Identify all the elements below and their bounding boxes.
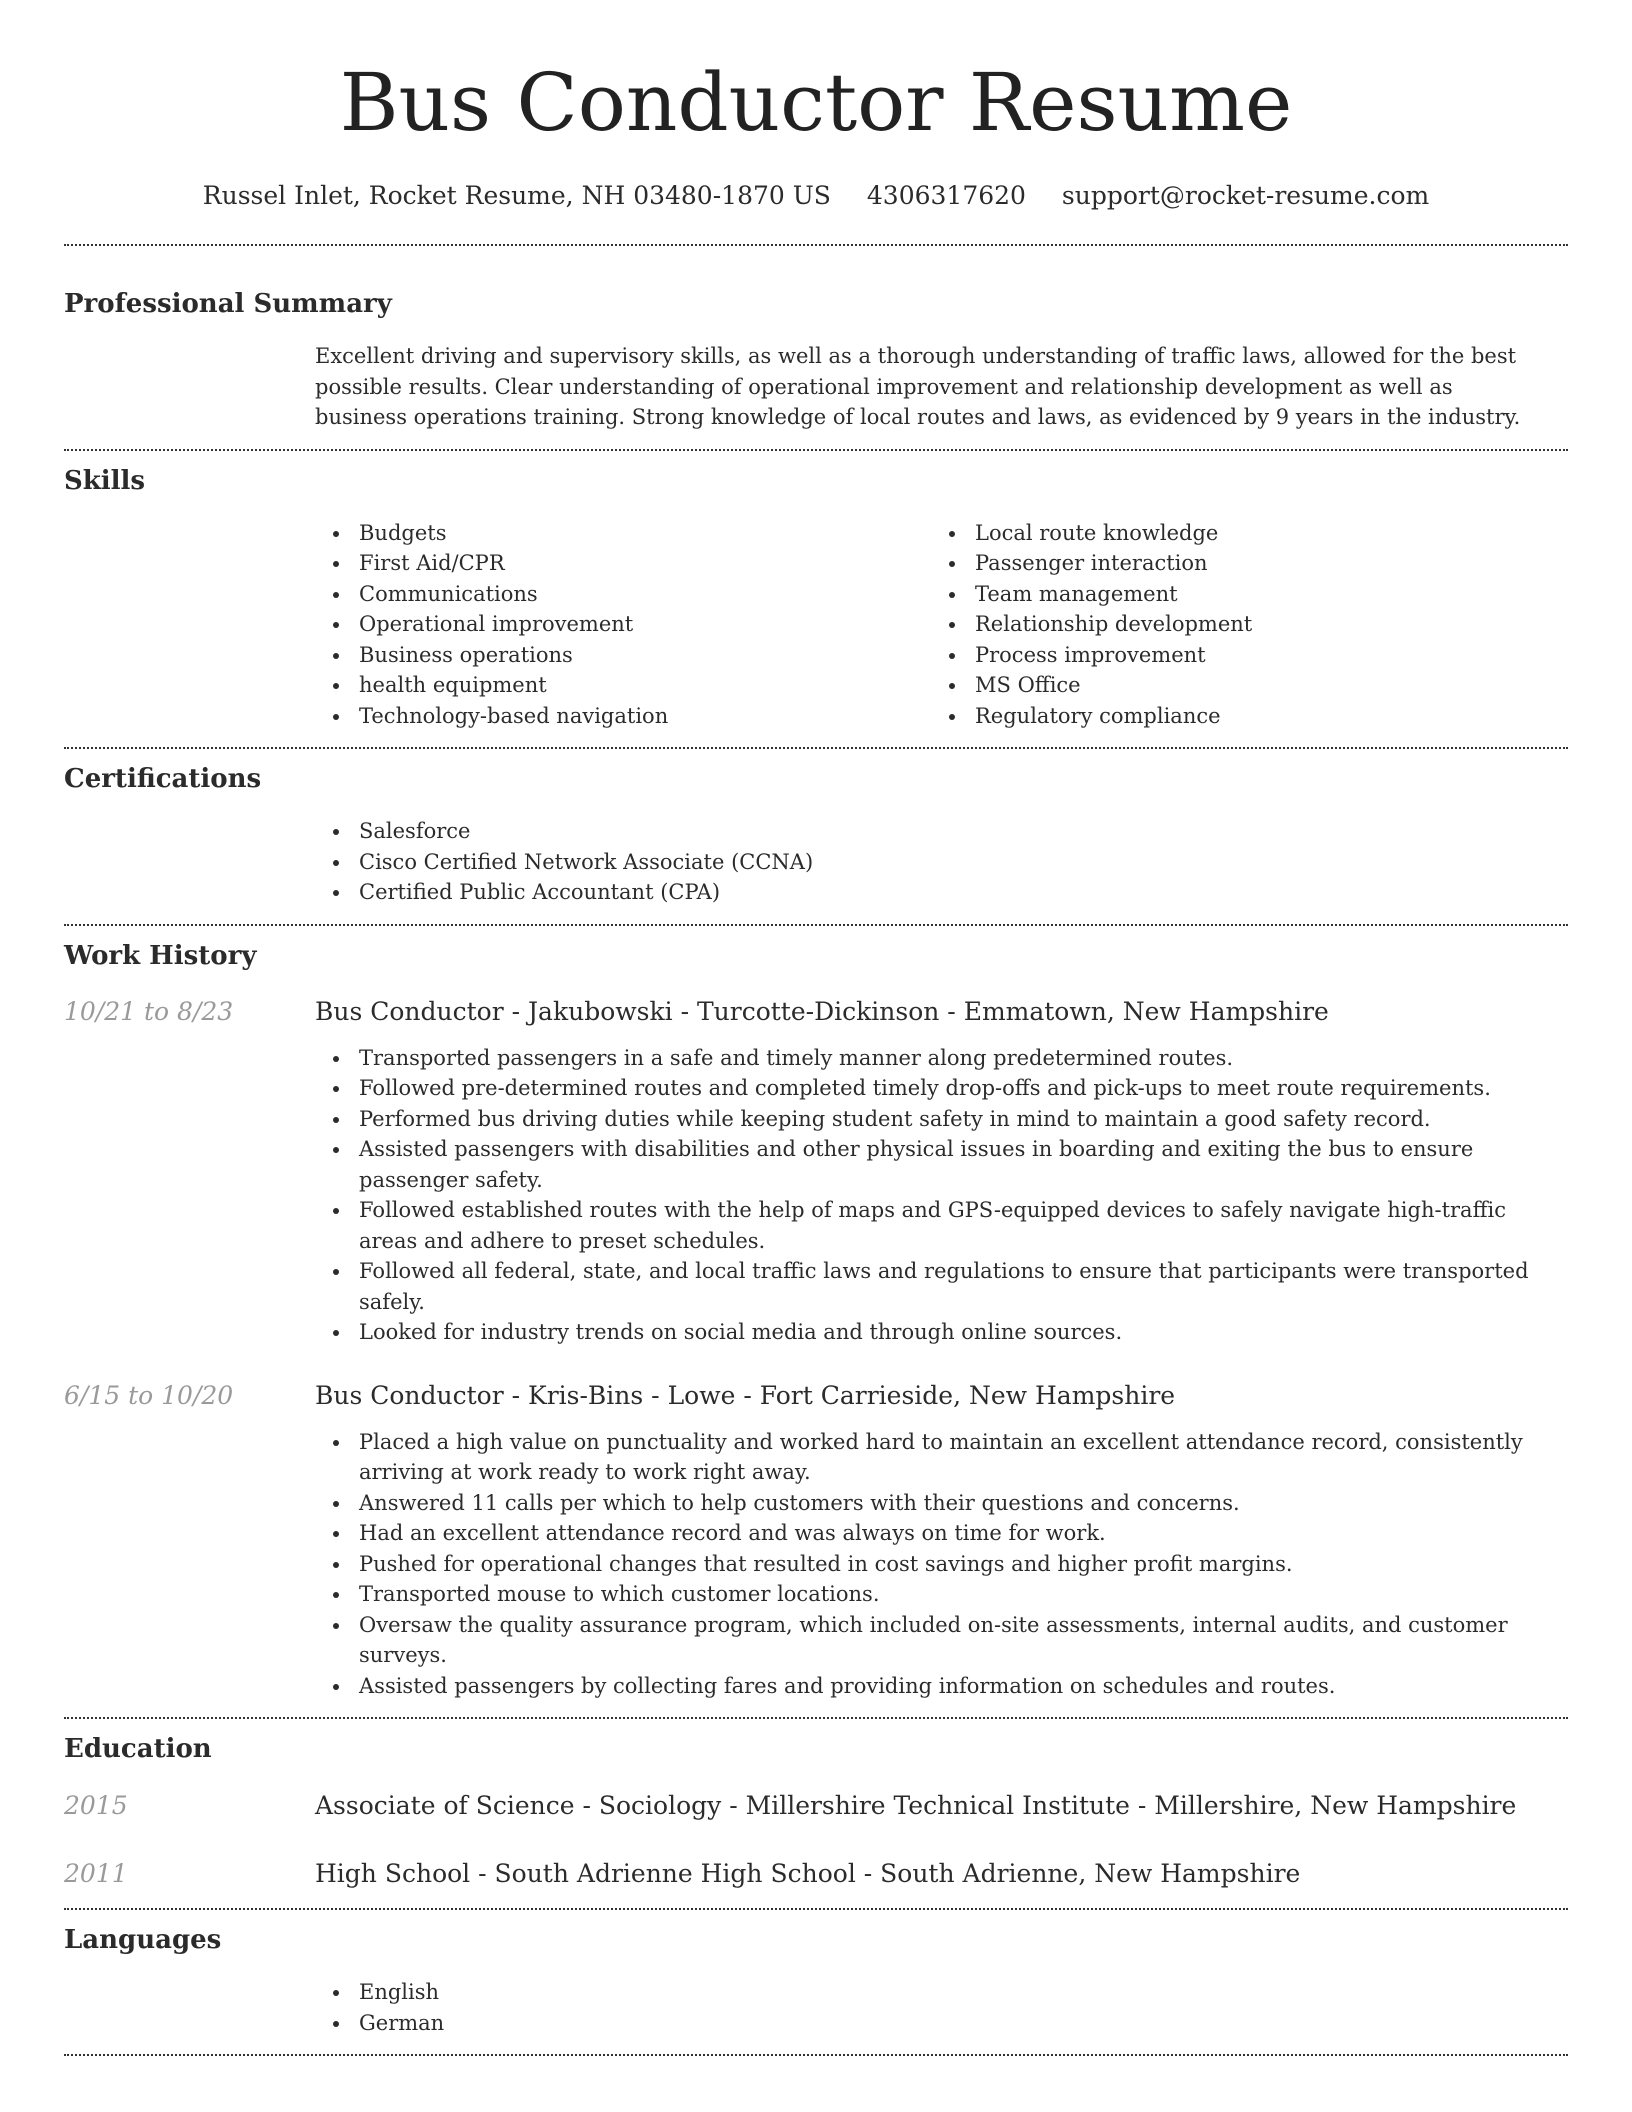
section-heading-skills: Skills bbox=[64, 465, 146, 496]
education-year: 2015 bbox=[64, 1791, 128, 1820]
job-title: Bus Conductor - Jakubowski - Turcotte-Dickinson - Emmatown, New Hampshire bbox=[315, 996, 1329, 1026]
section-summary bbox=[64, 246, 1568, 433]
summary-text: Excellent driving and supervisory skills, as well as a thorough understanding of traffic laws, allowed for the best possible results. Clear understanding of operational improvement and relationship development as well as business operations training. Strong knowledge of local routes and laws, as evidenced by 9 years in the industry. bbox=[315, 344, 1521, 429]
section-heading-certifications: Certifications bbox=[64, 764, 262, 794]
list-item: Oversaw the quality assurance program, which included on-site assessments, internal audits, and customer surveys. bbox=[315, 1610, 1558, 1671]
job-entry bbox=[64, 994, 1568, 1348]
education-entry bbox=[64, 1788, 1568, 1824]
list-item: Followed established routes with the help of maps and GPS-equipped devices to safely navigate high-traffic areas and adhere to preset schedules. bbox=[315, 1195, 1558, 1256]
list-item: Assisted passengers by collecting fares and providing information on schedules and routes. bbox=[315, 1671, 1558, 1702]
section-heading-education: Education bbox=[64, 1734, 212, 1764]
list-item: Followed all federal, state, and local traffic laws and regulations to ensure that participants were transported safely. bbox=[315, 1256, 1558, 1317]
education-title: Associate of Science - Sociology - Millershire Technical Institute - Millershire, New Hampshire bbox=[315, 1791, 1517, 1820]
list-item: Answered 11 calls per which to help customers with their questions and concerns. bbox=[315, 1488, 1558, 1519]
list-item: Relationship development bbox=[931, 609, 1547, 640]
resume-page bbox=[64, 0, 1568, 2056]
resume-title: Bus Conductor Resume bbox=[339, 56, 1293, 149]
job-dates: 10/21 to 8/23 bbox=[64, 996, 234, 1026]
certifications-list bbox=[315, 816, 1568, 908]
list-item: Looked for industry trends on social media and through online sources. bbox=[315, 1317, 1558, 1348]
section-work-history bbox=[64, 926, 1568, 1702]
education-title: High School - South Adrienne High School - South Adrienne, New Hampshire bbox=[315, 1859, 1301, 1888]
languages-list bbox=[315, 1977, 1568, 2038]
job-bullets bbox=[315, 1043, 1568, 1348]
list-item: Operational improvement bbox=[315, 609, 931, 640]
job-header bbox=[64, 994, 1568, 1030]
list-item: Technology-based navigation bbox=[315, 701, 931, 732]
section-heading-languages: Languages bbox=[64, 1925, 222, 1955]
skills-grid bbox=[315, 518, 1568, 732]
list-item: Business operations bbox=[315, 640, 931, 671]
list-item: Regulatory compliance bbox=[931, 701, 1547, 732]
list-item: Cisco Certified Network Associate (CCNA) bbox=[315, 847, 1568, 878]
contact-phone: 4306317620 bbox=[866, 181, 1026, 210]
job-entry bbox=[64, 1378, 1568, 1702]
list-item: Process improvement bbox=[931, 640, 1547, 671]
section-languages bbox=[64, 1910, 1568, 2038]
section-heading-work: Work History bbox=[64, 940, 257, 971]
section-certifications bbox=[64, 749, 1568, 908]
list-item: Transported mouse to which customer locations. bbox=[315, 1579, 1558, 1610]
job-header bbox=[64, 1378, 1568, 1414]
list-item: Placed a high value on punctuality and worked hard to maintain an excellent attendance record, consistently arriving at work ready to work right away. bbox=[315, 1427, 1558, 1488]
list-item: German bbox=[315, 2008, 1568, 2039]
list-item: Pushed for operational changes that resulted in cost savings and higher profit margins. bbox=[315, 1549, 1558, 1580]
list-item: Team management bbox=[931, 579, 1547, 610]
list-item: English bbox=[315, 1977, 1568, 2008]
job-dates: 6/15 to 10/20 bbox=[64, 1380, 234, 1410]
list-item: Followed pre-determined routes and completed timely drop-offs and pick-ups to meet route requirements. bbox=[315, 1073, 1558, 1104]
list-item: Communications bbox=[315, 579, 931, 610]
contact-line bbox=[64, 178, 1568, 214]
section-heading-summary: Professional Summary bbox=[64, 289, 392, 319]
education-entry bbox=[64, 1856, 1568, 1892]
section-education bbox=[64, 1719, 1568, 1892]
list-item: Assisted passengers with disabilities and other physical issues in boarding and exiting the bus to ensure passenger safety. bbox=[315, 1134, 1558, 1195]
list-item: Performed bus driving duties while keeping student safety in mind to maintain a good safety record. bbox=[315, 1104, 1558, 1135]
job-title: Bus Conductor - Kris-Bins - Lowe - Fort Carrieside, New Hampshire bbox=[315, 1380, 1176, 1410]
skills-list-right bbox=[931, 518, 1547, 732]
job-bullets bbox=[315, 1427, 1568, 1702]
contact-address: Russel Inlet, Rocket Resume, NH 03480-1870 US bbox=[202, 181, 831, 210]
contact-email[interactable]: support@rocket-resume.com bbox=[1061, 181, 1430, 210]
skills-list-left bbox=[315, 518, 931, 732]
list-item: Transported passengers in a safe and timely manner along predetermined routes. bbox=[315, 1043, 1558, 1074]
list-item: MS Office bbox=[931, 670, 1547, 701]
list-item: health equipment bbox=[315, 670, 931, 701]
list-item: Local route knowledge bbox=[931, 518, 1547, 549]
list-item: Certified Public Accountant (CPA) bbox=[315, 877, 1568, 908]
section-skills bbox=[64, 451, 1568, 732]
list-item: Passenger interaction bbox=[931, 548, 1547, 579]
list-item: First Aid/CPR bbox=[315, 548, 931, 579]
list-item: Had an excellent attendance record and was always on time for work. bbox=[315, 1518, 1558, 1549]
education-year: 2011 bbox=[64, 1859, 128, 1888]
list-item: Salesforce bbox=[315, 816, 1568, 847]
divider bbox=[64, 2054, 1568, 2056]
list-item: Budgets bbox=[315, 518, 931, 549]
